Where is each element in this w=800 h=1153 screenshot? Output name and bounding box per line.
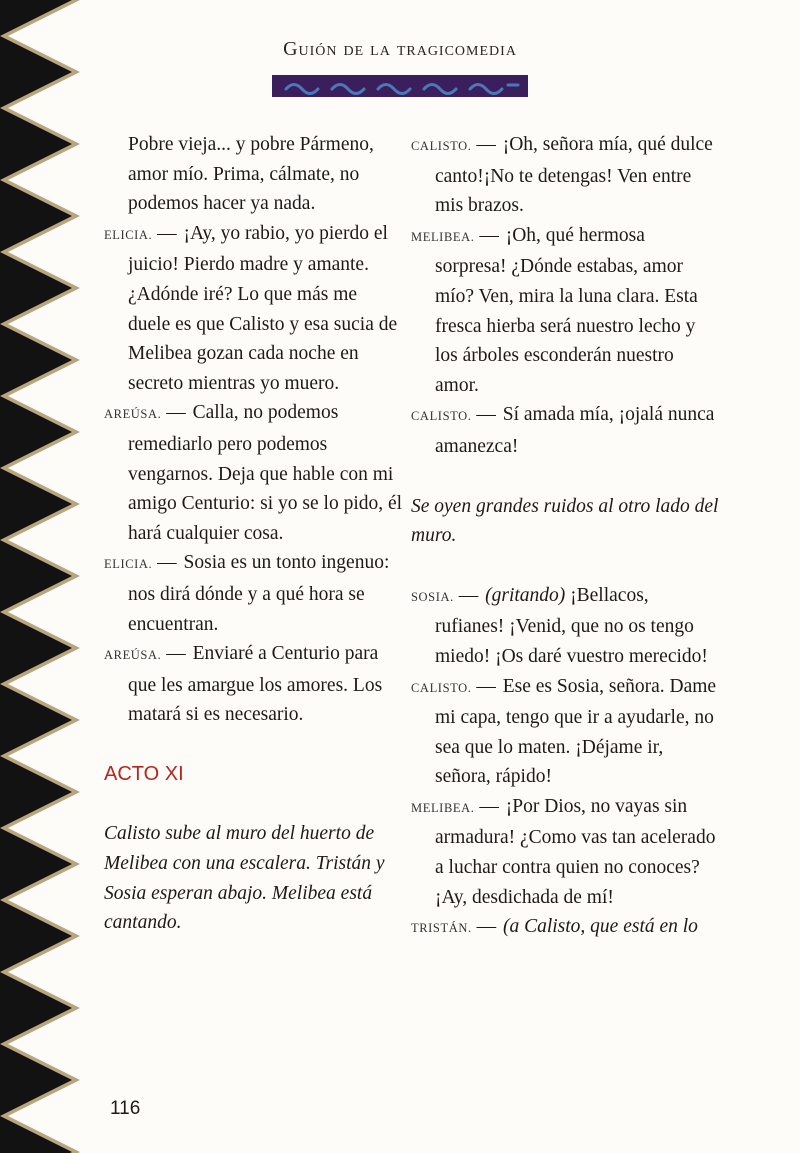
dash: — xyxy=(157,552,177,574)
page-number: 116 xyxy=(110,1098,141,1119)
speech-melibea xyxy=(411,221,721,401)
dash: — xyxy=(458,584,479,606)
speaker-label: MELIBEA. xyxy=(411,800,475,815)
speech-areusa xyxy=(104,639,404,730)
stage-aside: (a Calisto, que está en lo xyxy=(502,916,698,938)
right-column xyxy=(411,130,721,944)
page-header-title: Guión de la tragicomedia xyxy=(283,38,517,60)
dash: — xyxy=(479,224,499,246)
speech-text: Sí amada mía, ¡ojalá nunca amanezca! xyxy=(435,404,715,457)
dash: — xyxy=(476,404,496,426)
left-column xyxy=(104,130,404,938)
dash: — xyxy=(166,402,186,424)
speech-text: Calla, no podemos remediarlo pero podemos vengarnos. Deja que hable con mi amigo Centurio: si yo se lo pido, él hará cualquier cosa. xyxy=(128,402,403,544)
speaker-label: ELICIA. xyxy=(104,557,153,572)
speech-melibea xyxy=(411,792,721,912)
speaker-label: CALISTO. xyxy=(411,139,472,153)
speech-text: ¡Bellacos, rufianes! ¡Venid, que no os tengo miedo! ¡Os daré vuestro merecido! xyxy=(435,584,708,667)
speaker-label: CALISTO. xyxy=(411,409,472,424)
dash: — xyxy=(476,134,496,155)
speech-text: Sosia es un tonto ingenuo: nos dirá dónde y a qué hora se encuentran. xyxy=(128,552,390,635)
dash: — xyxy=(166,643,186,665)
speech-elicia xyxy=(104,548,404,639)
speaker-label: SOSIA. xyxy=(411,589,454,604)
speech-elicia xyxy=(104,219,404,399)
speech-text: ¡Ay, yo rabio, yo pierdo el juicio! Pierdo madre y amante. ¿Adónde iré? Lo que más me duele es que Calisto y esa sucia de Melibea gozan cada noche en secreto mientras yo muero. xyxy=(128,222,398,394)
speech-calisto xyxy=(411,672,721,792)
speech-areusa xyxy=(104,398,404,548)
speech-sosia xyxy=(411,581,721,672)
continued-speech: Pobre vieja... y pobre Pármeno, amor mío. Prima, cálmate, no podemos hacer ya nada. xyxy=(128,134,374,215)
stage-aside: (gritando) xyxy=(485,584,566,606)
speech-text: ¡Oh, qué hermosa sorpresa! ¿Dónde estabas, amor mío? Ven, mira la luna clara. Esta fresca hierba será nuestro lecho y los árboles esconderán nuestro amor. xyxy=(435,224,698,396)
decorative-band xyxy=(272,75,528,97)
stage-direction: Se oyen grandes ruidos al otro lado del muro. xyxy=(411,495,719,547)
speech-tristan xyxy=(411,912,721,944)
speech-text: Enviaré a Centurio para que les amargue los amores. Los matará si es necesario. xyxy=(128,643,383,726)
stage-direction: Calisto sube al muro del huerto de Melibea con una escalera. Tristán y Sosia esperan abajo. Melibea está cantando. xyxy=(104,823,385,934)
dash: — xyxy=(157,222,177,244)
speech-text: Ese es Sosia, señora. Dame mi capa, tengo que ir a ayudarle, no sea que lo maten. ¡Déjame ir, señora, rápido! xyxy=(435,675,717,788)
dash: — xyxy=(476,916,497,938)
speech-calisto xyxy=(411,400,721,461)
running-header xyxy=(200,38,600,97)
speaker-label: MELIBEA. xyxy=(411,229,475,244)
speech-text: ¡Por Dios, no vayas sin armadura! ¿Como vas tan acelerado a luchar contra quien no conoces? ¡Ay, desdichada de mí! xyxy=(435,795,716,908)
speaker-label: CALISTO. xyxy=(411,680,472,695)
speaker-label: AREÚSA. xyxy=(104,648,162,663)
speaker-label: TRISTÁN. xyxy=(411,921,472,936)
speech-calisto xyxy=(411,130,721,221)
speech-text: ¡Oh, señora mía, qué dulce canto!¡No te detengas! Ven entre mis brazos. xyxy=(435,134,713,217)
decorative-triangle-border xyxy=(0,0,80,1153)
act-heading: ACTO XI xyxy=(104,762,184,785)
dash: — xyxy=(479,795,499,817)
dash: — xyxy=(476,675,496,697)
speaker-label: ELICIA. xyxy=(104,227,153,242)
speaker-label: AREÚSA. xyxy=(104,407,162,422)
